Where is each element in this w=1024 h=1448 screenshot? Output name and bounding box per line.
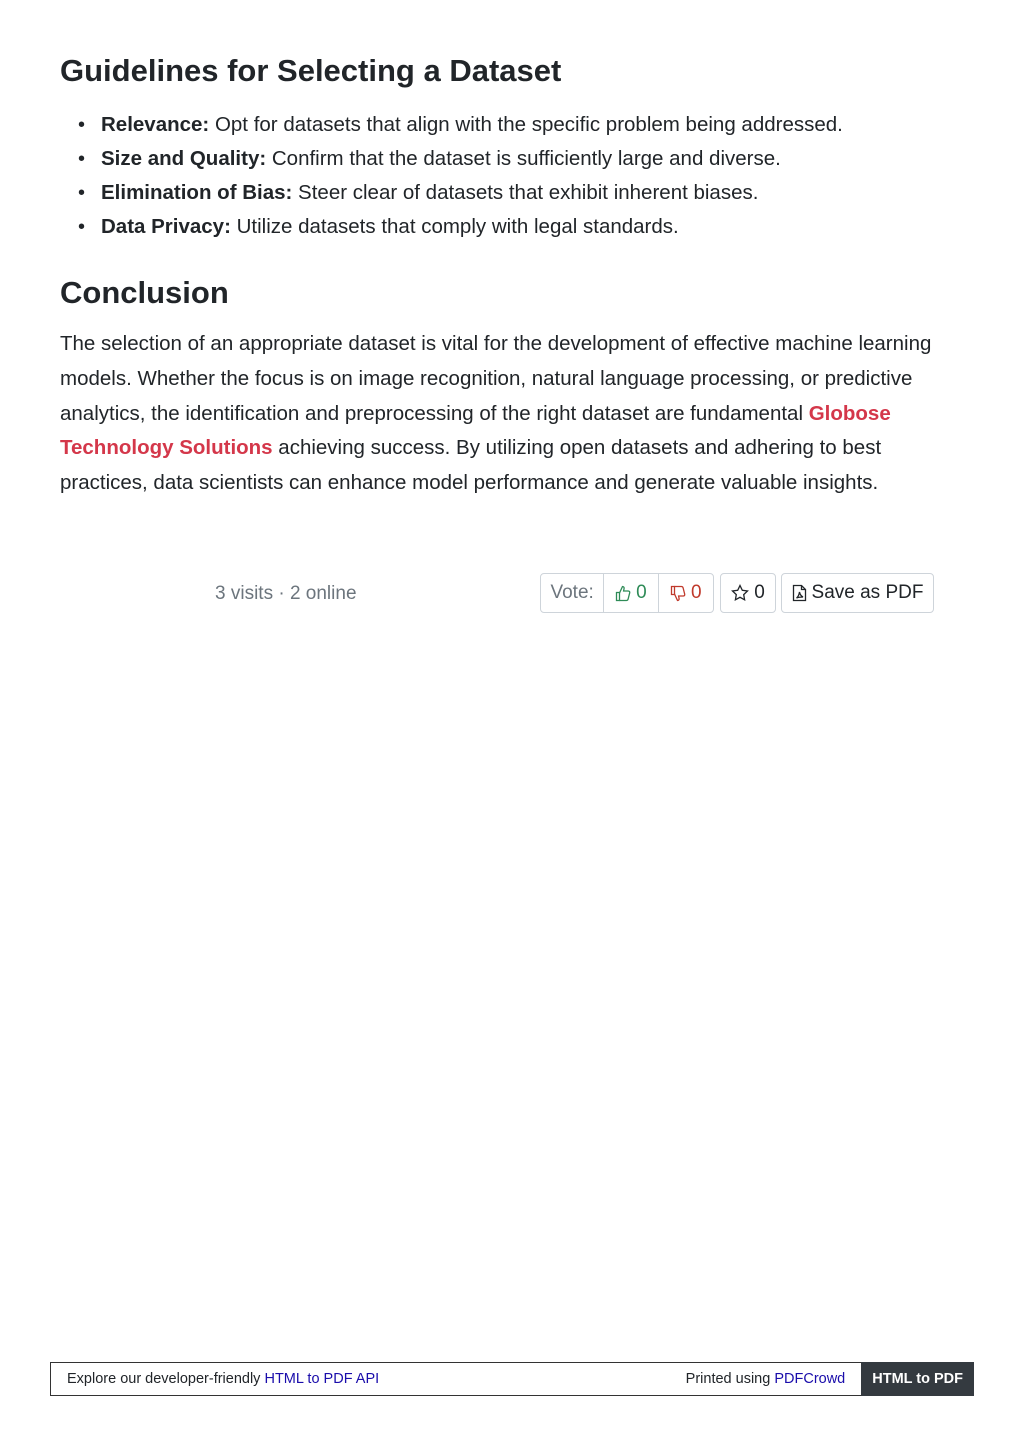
list-item-term: Data Privacy: bbox=[101, 215, 231, 238]
pdfcrowd-footer bbox=[50, 1362, 974, 1396]
list-item-text: Steer clear of datasets that exhibit inherent biases. bbox=[292, 181, 759, 204]
save-pdf-button[interactable] bbox=[781, 573, 934, 613]
save-pdf-label: Save as PDF bbox=[811, 582, 924, 603]
pdfcrowd-link[interactable]: PDFCrowd bbox=[774, 1371, 846, 1387]
list-item: • Elimination of Bias: Steer clear of datasets that exhibit inherent biases. bbox=[78, 181, 759, 204]
vote-label: Vote: bbox=[541, 574, 604, 612]
list-item-text: Utilize datasets that comply with legal standards. bbox=[230, 215, 679, 238]
visit-stats: 3 visits · 2 online bbox=[215, 583, 357, 604]
list-item-text: Opt for datasets that align with the specific problem being addressed. bbox=[209, 113, 843, 136]
list-item: • Size and Quality: Confirm that the dataset is sufficiently large and diverse. bbox=[78, 147, 781, 170]
guidelines-list bbox=[60, 108, 960, 244]
downvote-count: 0 bbox=[691, 582, 702, 603]
footer-printed: Printed using PDFCrowd bbox=[685, 1371, 846, 1387]
star-icon bbox=[731, 584, 749, 602]
html-to-pdf-badge[interactable]: HTML to PDF bbox=[861, 1362, 974, 1396]
list-item: • Data Privacy: Utilize datasets that comply with legal standards. bbox=[78, 215, 679, 238]
thumbs-down-icon bbox=[670, 585, 686, 602]
guidelines-heading: Guidelines for Selecting a Dataset bbox=[60, 53, 562, 88]
conclusion-paragraph: The selection of an appropriate dataset is vital for the development of effective machine learning models. Whether the focus is on image recognition, natural language processing, or predictive analytics, the identification and preprocessing of the right dataset are fundamental Globose Technology Solutions achieving success. By utilizing open datasets and adhering to best practices, data scientists can enhance model performance and generate valuable insights. bbox=[60, 332, 932, 495]
vote-group bbox=[540, 573, 714, 613]
conclusion-heading: Conclusion bbox=[60, 275, 229, 310]
list-item-term: Elimination of Bias: bbox=[101, 181, 293, 204]
star-count: 0 bbox=[754, 582, 765, 603]
footer-explore: Explore our developer-friendly HTML to PDF API bbox=[67, 1371, 380, 1387]
file-pdf-icon bbox=[792, 584, 807, 602]
downvote-button[interactable] bbox=[659, 574, 713, 612]
html-to-pdf-api-link[interactable]: HTML to PDF API bbox=[264, 1371, 380, 1387]
list-item-term: Relevance: bbox=[101, 113, 210, 136]
globose-link[interactable]: Globose Technology Solutions bbox=[60, 401, 891, 460]
upvote-button[interactable] bbox=[604, 574, 658, 612]
list-item-text: Confirm that the dataset is sufficiently large and diverse. bbox=[266, 147, 781, 170]
upvote-count: 0 bbox=[636, 582, 647, 603]
list-item-term: Size and Quality: bbox=[101, 147, 267, 170]
list-item: • Relevance: Opt for datasets that align with the specific problem being addressed. bbox=[78, 113, 843, 136]
star-button[interactable] bbox=[720, 573, 776, 613]
thumbs-up-icon bbox=[615, 585, 631, 602]
